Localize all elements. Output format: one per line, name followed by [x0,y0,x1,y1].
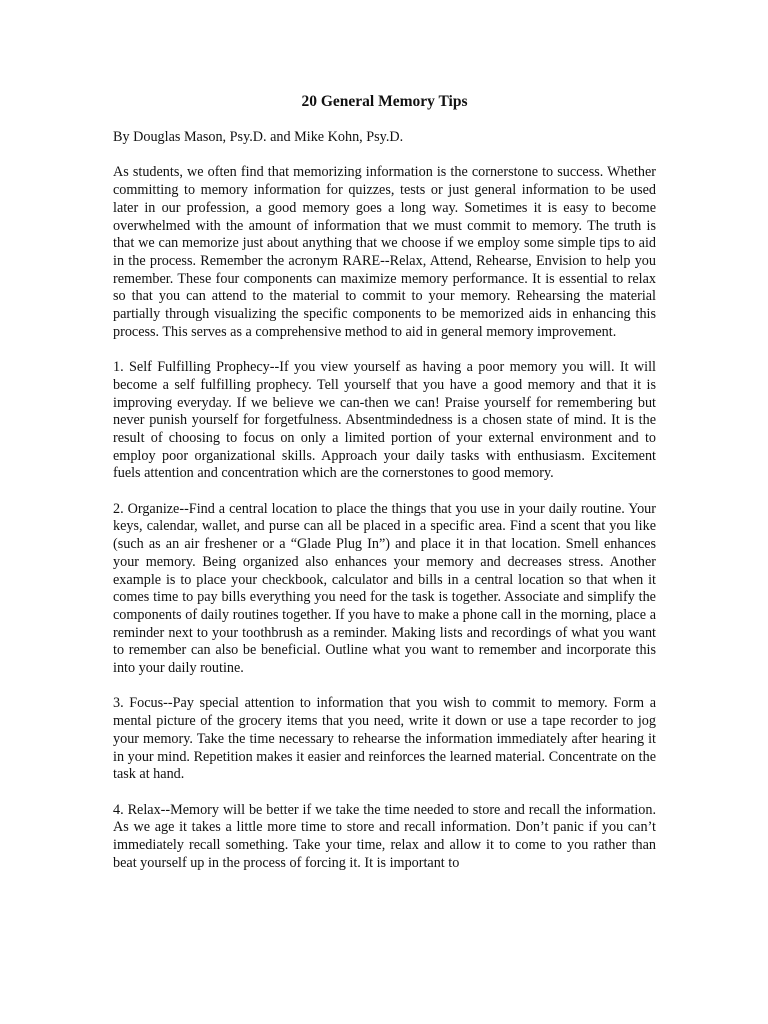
tip-2-paragraph: 2. Organize--Find a central location to place the things that you use in your daily routine. Your keys, calendar, wallet, and purse can all be placed in a specific area. Find a scent that you like (such as an air freshener or a “Glade Plug In”) and place it in that location. Smell enhances your memory. Being organized also enhances your memory and decreases stress. Another example is to place your checkbook, calculator and bills in a central location so that when it comes time to pay bills everything you need for the task is together. Associate and simplify the components of daily routines together. If you have to make a phone call in the morning, place a reminder next to your toothbrush as a reminder. Making lists and recordings of what you want to remember can also be beneficial. Outline what you want to remember and incorporate this into your daily routine. [113,500,656,677]
tip-3-paragraph: 3. Focus--Pay special attention to information that you wish to commit to memory. Form a mental picture of the grocery items that you need, write it down or use a tape recorder to jog your memory. Take the time necessary to rehearse the information immediately after hearing it in your mind. Repetition makes it easier and reinforces the learned material. Concentrate on the task at hand. [113,695,656,783]
tip-4-paragraph: 4. Relax--Memory will be better if we take the time needed to store and recall the information. As we age it takes a little more time to store and recall information. Don’t panic if you can’t immediately recall something. Take your time, relax and allow it to come to you rather than beat yourself up in the process of forcing it. It is important to [113,801,656,871]
intro-paragraph: As students, we often find that memorizing information is the cornerstone to success. Whether committing to memory information for quizzes, tests or just general information to be used later in our profession, a good memory goes a long way. Sometimes it is easy to become overwhelmed with the amount of information that we must commit to memory. The truth is that we can memorize just about anything that we choose if we employ some simple tips to aid in the process. Remember the acronym RARE--Relax, Attend, Rehearse, Envision to help you remember. These four components can maximize memory performance. It is essential to relax so that you can attend to the material to commit to your memory. Rehearsing the material partially through visualizing the specific components to be memorized aids in enhancing this process. This serves as a comprehensive method to aid in general memory improvement. [113,164,656,340]
document-body [113,92,656,872]
tip-1-paragraph: 1. Self Fulfilling Prophecy--If you view yourself as having a poor memory you will. It will become a self fulfilling prophecy. Tell yourself that you have a good memory and that it is improving everyday. If we believe we can-then we can! Praise yourself for remembering but never punish yourself for forgetfulness. Absentmindedness is a chosen state of mind. It is the result of choosing to focus on only a limited portion of your external environment and to employ poor organizational skills. Approach your daily tasks with enthusiasm. Excitement fuels attention and concentration which are the cornerstones to good memory. [113,359,656,482]
page-title: 20 General Memory Tips [301,93,468,110]
author-byline: By Douglas Mason, Psy.D. and Mike Kohn, Psy.D. [113,129,404,145]
